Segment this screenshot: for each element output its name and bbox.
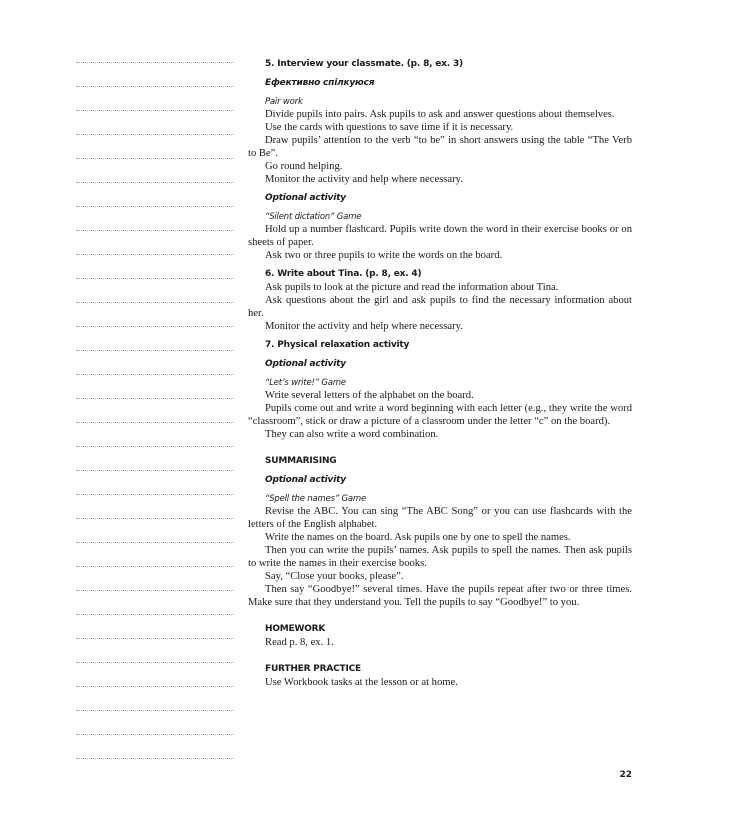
paragraph: Read p. 8, ex. 1. <box>265 637 334 648</box>
note-line <box>76 278 234 279</box>
section-heading: HOMEWORK <box>265 624 326 634</box>
paragraph: They can also write a word combination. <box>265 429 439 440</box>
paragraph: Say, “Close your books, please”. <box>265 571 404 582</box>
note-line <box>76 350 234 351</box>
note-line <box>76 590 234 591</box>
paragraph: Monitor the activity and help where necessary. <box>265 174 463 185</box>
paragraph: Revise the ABC. You can sing “The ABC Song” or you can use flashcards with the letters of the English alphabet. <box>248 506 632 530</box>
note-line <box>76 398 234 399</box>
note-line <box>76 710 234 711</box>
note-line <box>76 470 234 471</box>
note-line <box>76 302 234 303</box>
section-heading: 7. Physical relaxation activity <box>265 340 410 350</box>
paragraph: Ask questions about the girl and ask pupils to find the necessary information about her. <box>248 295 632 319</box>
section-heading: 6. Write about Tina. (p. 8, ex. 4) <box>265 269 422 279</box>
optional-activity-label: Optional activity <box>265 193 346 203</box>
note-line <box>76 230 234 231</box>
optional-activity-label: Optional activity <box>265 475 346 485</box>
paragraph: Monitor the activity and help where necessary. <box>265 321 463 332</box>
section-subheading: Ефективно спілкуюся <box>265 78 375 88</box>
paragraph: Ask two or three pupils to write the words on the board. <box>265 250 503 261</box>
note-line <box>76 62 234 63</box>
page-number: 22 <box>619 770 632 780</box>
note-line <box>76 566 234 567</box>
note-line <box>76 614 234 615</box>
note-line <box>76 134 234 135</box>
note-line <box>76 374 234 375</box>
paragraph: Use Workbook tasks at the lesson or at home. <box>265 677 458 688</box>
paragraph: Use the cards with questions to save time if it is necessary. <box>265 122 514 133</box>
note-line <box>76 182 234 183</box>
note-line <box>76 422 234 423</box>
notes-margin <box>76 0 234 825</box>
note-line <box>76 518 234 519</box>
note-line <box>76 254 234 255</box>
note-line <box>76 326 234 327</box>
note-line <box>76 86 234 87</box>
paragraph: Go round helping. <box>265 161 343 172</box>
game-title: “Let’s write!” Game <box>265 378 346 388</box>
note-line <box>76 758 234 759</box>
note-line <box>76 494 234 495</box>
note-line <box>76 734 234 735</box>
paragraph: Ask pupils to look at the picture and read the information about Tina. <box>265 282 559 293</box>
paragraph: Draw pupils’ attention to the verb “to be” in short answers using the table “The Verb to Be”. <box>248 135 632 159</box>
note-line <box>76 206 234 207</box>
game-title: “Spell the names” Game <box>265 494 367 504</box>
section-heading: FURTHER PRACTICE <box>265 664 362 674</box>
optional-activity-label: Optional activity <box>265 359 346 369</box>
paragraph: Divide pupils into pairs. Ask pupils to ask and answer questions about themselves. <box>265 109 615 120</box>
paragraph: Hold up a number flashcard. Pupils write down the word in their exercise books or on sheets of paper. <box>248 224 632 248</box>
paragraph: Then say “Goodbye!” several times. Have the pupils repeat after two or three times. Make sure that they understand you. Tell the pupils to say “Goodbye!” to you. <box>248 584 632 608</box>
paragraph: Then you can write the pupils’ names. Ask pupils to spell the names. Then ask pupils to write the names in their exercise books. <box>248 545 632 569</box>
paragraph: Write several letters of the alphabet on the board. <box>265 390 474 401</box>
note-line <box>76 662 234 663</box>
note-line <box>76 638 234 639</box>
note-line <box>76 686 234 687</box>
game-title: “Silent dictation” Game <box>265 212 362 222</box>
lesson-content <box>248 58 632 689</box>
section-heading: SUMMARISING <box>265 456 337 466</box>
section-heading: 5. Interview your classmate. (p. 8, ex. 3) <box>265 59 463 69</box>
note-line <box>76 542 234 543</box>
note-line <box>76 110 234 111</box>
note-line <box>76 446 234 447</box>
work-mode-label: Pair work <box>265 97 303 107</box>
note-line <box>76 158 234 159</box>
paragraph: Write the names on the board. Ask pupils one by one to spell the names. <box>265 532 571 543</box>
paragraph: Pupils come out and write a word beginning with each letter (e.g., they write the word “classroom”, stick or draw a picture of a classroom under the letter “c” on the board). <box>248 403 632 427</box>
